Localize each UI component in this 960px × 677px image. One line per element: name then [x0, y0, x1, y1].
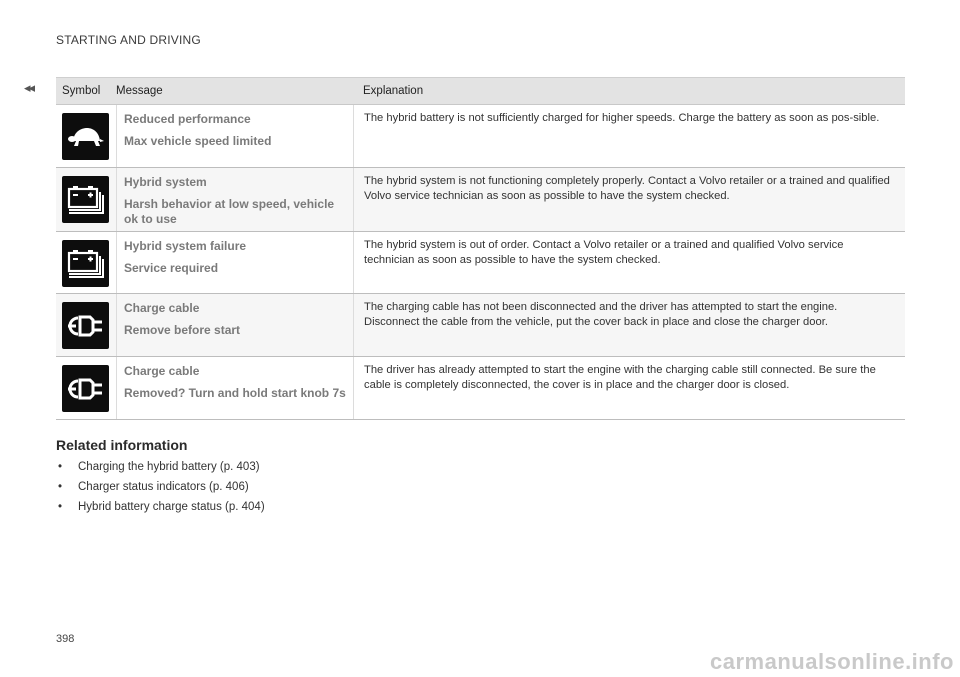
symbol-table	[56, 77, 905, 420]
page-number: 398	[56, 633, 75, 645]
hybrid-battery-icon	[62, 176, 109, 223]
table-row	[56, 232, 905, 294]
charge-cable-icon	[62, 365, 109, 412]
related-information	[56, 437, 265, 517]
related-link[interactable]	[56, 477, 265, 497]
column-header-symbol: Symbol	[62, 85, 101, 97]
column-header-message: Message	[116, 85, 163, 97]
related-link-text[interactable]: Charger status indicators (p. 406)	[78, 481, 249, 493]
bullet: •	[58, 481, 63, 493]
related-link[interactable]	[56, 457, 265, 477]
message-subtitle: Remove before start	[124, 323, 241, 337]
related-title: Related information	[56, 437, 188, 453]
message-title: Reduced performance	[124, 112, 251, 126]
bullet: •	[58, 501, 63, 513]
message-subtitle: Service required	[124, 261, 219, 275]
explanation-text: The hybrid system is out of order. Contact a Volvo retailer or a trained and qualified Volvo service technician as soon as possible to have the system checked.	[353, 232, 905, 293]
table-row	[56, 294, 905, 357]
explanation-text: The charging cable has not been disconnected and the driver has attempted to start the engine. Disconnect the cable from the vehicle, put the cover back in place and close the charger door.	[353, 294, 905, 356]
hybrid-battery-icon	[62, 240, 109, 287]
message-subtitle: Removed? Turn and hold start knob 7s	[124, 386, 346, 400]
related-link-text[interactable]: Charging the hybrid battery (p. 403)	[78, 461, 260, 473]
continued-marker: ◂◂	[24, 80, 34, 95]
table-header	[56, 78, 905, 105]
message-subtitle: Harsh behavior at low speed, vehicle ok to use	[124, 197, 335, 226]
message-subtitle: Max vehicle speed limited	[124, 134, 272, 148]
related-link[interactable]	[56, 497, 265, 517]
message-title: Charge cable	[124, 301, 200, 315]
message-title: Hybrid system failure	[124, 239, 247, 253]
message-title: Hybrid system	[124, 175, 207, 189]
explanation-text: The hybrid battery is not sufficiently charged for higher speeds. Charge the battery as soon as pos-sible.	[353, 105, 905, 167]
watermark: carmanualsonline.info	[710, 649, 954, 674]
table-row	[56, 357, 905, 420]
table-row	[56, 105, 905, 168]
section-header: STARTING AND DRIVING	[56, 33, 201, 47]
turtle-icon	[62, 113, 109, 160]
message-title: Charge cable	[124, 364, 200, 378]
table-row	[56, 168, 905, 232]
related-link-text[interactable]: Hybrid battery charge status (p. 404)	[78, 501, 265, 513]
column-header-explanation: Explanation	[363, 85, 424, 97]
explanation-text: The hybrid system is not functioning completely properly. Contact a Volvo retailer or a trained and qualified Volvo service technician as soon as possible to have the system checked.	[353, 168, 905, 231]
explanation-text: The driver has already attempted to start the engine with the charging cable still connected. Be sure the cable is completely disconnected, the cover is in place and the charger door is closed.	[353, 357, 905, 419]
charge-cable-icon	[62, 302, 109, 349]
bullet: •	[58, 461, 63, 473]
